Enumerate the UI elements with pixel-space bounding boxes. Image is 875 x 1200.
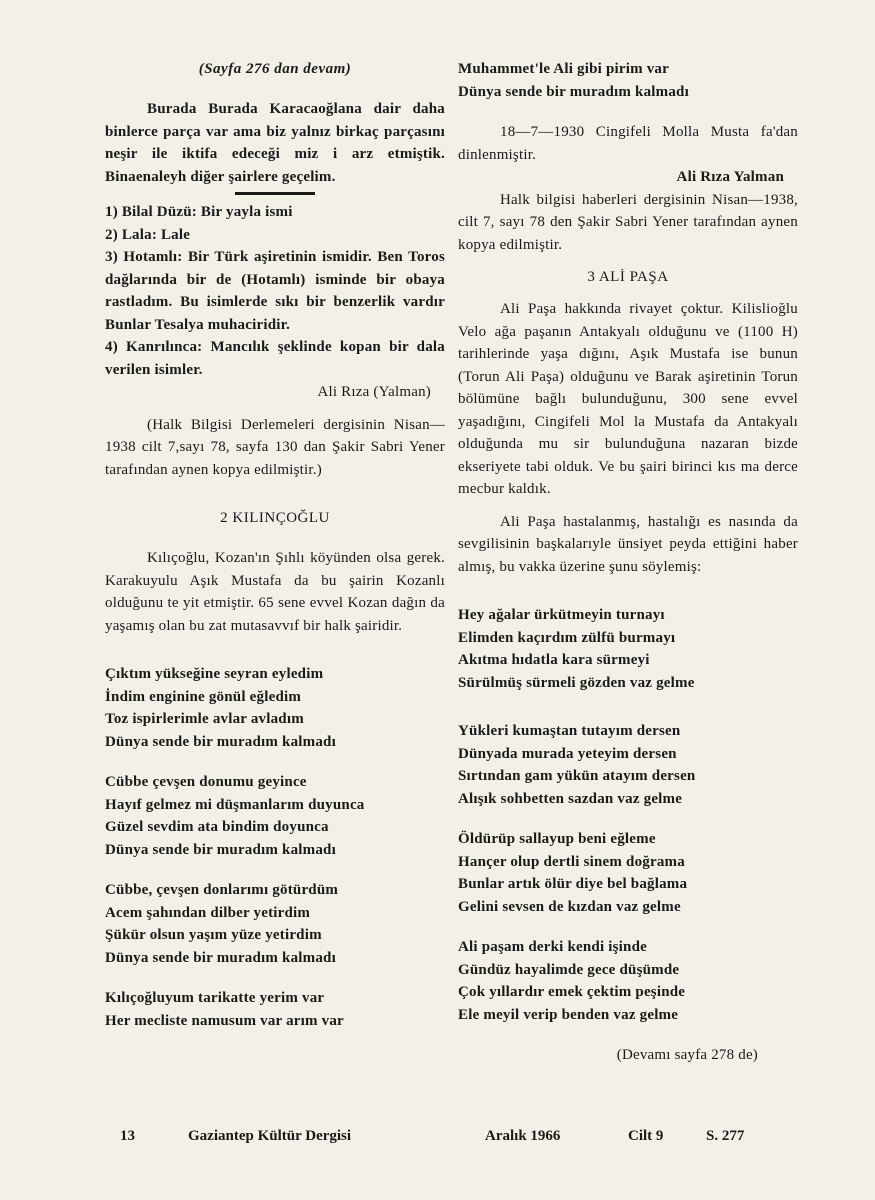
poem-stanza — [105, 879, 445, 969]
author-signature: Ali Rıza Yalman — [676, 169, 784, 185]
verse-line: Dünya sende bir muradım kalmadı — [105, 733, 336, 750]
verse-line: Acem şahından dilber yetirdim — [105, 904, 311, 921]
poem-stanza-end — [458, 58, 798, 103]
glossary-item: 3) Hotamlı: Bir Türk aşiretinin ismidir. Ben Toros dağlarında bir de (Hotamlı) isminde bir obaya rastladım. Bu isimlerde sıkı bir benzerlik vardır Bunlar Tesalya muhaciridir. — [105, 249, 445, 333]
verse-line: Kılıçoğluyum tarikatte yerim var — [105, 990, 325, 1006]
journal-name: Gaziantep Kültür Dergisi — [188, 1128, 352, 1144]
continued-to-note: (Devamı sayfa 278 de) — [616, 1047, 758, 1063]
verse-line: Güzel sevdim ata bindim doyunca — [105, 819, 329, 835]
verse-line: İndim enginine gönül eğledim — [105, 688, 302, 705]
section-paragraph: Kılıçoğlu, Kozan'ın Şıhlı köyünden olsa gerek. Karakuyulu Aşık Mustafa da bu şairin Kozanlı olduğunu te yit etmiştir. 65 sene evvel Kozan dağın da yaşamış olan bu zat mutasavvıf bir halk şairidir. — [105, 550, 445, 634]
verse-line: Ali paşam derki kendi işinde — [458, 939, 647, 955]
verse-line: Dünya sende bir muradım kalmadı — [105, 949, 336, 966]
glossary-item: 1) Bilal Düzü: Bir yayla ismi — [105, 204, 293, 220]
section-title-kilincoglu: 2 KILINÇOĞLU — [220, 510, 330, 526]
verse-line: Hayıf gelmez mi düşmanlarım duyunca — [105, 796, 365, 813]
verse-line: Muhammet'le Ali gibi pirim var — [458, 61, 669, 77]
verse-line: Dünya sende bir muradım kalmadı — [105, 841, 336, 858]
section-paragraph: Ali Paşa hastalanmış, hastalığı es nasında da sevgilisinin başkalarıyle ünsiyet peyda ettiğini haber almış, bu vakka üzerine şunu söylemiş: — [458, 513, 798, 575]
verse-line: Sırtından gam yükün atayım dersen — [458, 768, 696, 784]
poem-stanza — [105, 771, 445, 861]
verse-line: Öldürüp sallayup beni eğleme — [458, 831, 656, 847]
date-line: 18—7—1930 Cingifeli Molla Musta fa'dan dinlenmiştir. — [458, 124, 798, 163]
verse-line: Ele meyil verip benden vaz gelme — [458, 1006, 679, 1023]
section-paragraph: Ali Paşa hakkında rivayet çoktur. Kilislioğlu Velo ağa paşanın Antakyalı olduğunu ve (1100 H) tarihlerinde yaşa dığını, Aşık Mustafa ise bunun (Torun Ali Paşa) olduğunu ve Barak aşiretinin Torun bölümüne bağlı bulunduğunu, 300 sene evvel yaşadığını, Cingifeli Mol la Mustafa da Antakyalı olduğunda mu sir bulunduğuna nazaran bizde ekseriyete tabi olduk. Ve bu şairi birinci kıs ma derce mecbur kaldık. — [458, 301, 798, 497]
poem-stanza — [458, 604, 798, 694]
verse-line: Toz ispirlerimle avlar avladım — [105, 711, 304, 727]
verse-line: Dünya sende bir muradım kalmadı — [458, 83, 689, 100]
source-note: (Halk Bilgisi Derlemeleri dergisinin Nisan—1938 cilt 7,sayı 78, sayfa 130 dan Şakir Sabri Yener tarafından aynen kopya edilmiştir.) — [105, 416, 445, 478]
page-footer — [100, 1128, 760, 1152]
verse-line: Bunlar artık ölür diye bel bağlama — [458, 876, 688, 892]
intro-paragraph — [105, 98, 445, 188]
verse-line: Cübbe çevşen donumu geyince — [105, 774, 307, 790]
verse-line: Hey ağalar ürkütmeyin turnayı — [458, 607, 665, 623]
author-signature: Ali Rıza (Yalman) — [317, 384, 431, 400]
verse-line: Elimden kaçırdım zülfü burmayı — [458, 629, 676, 646]
verse-line: Her mecliste namusum var arım var — [105, 1012, 344, 1029]
left-column — [105, 58, 445, 1032]
glossary-item: 2) Lala: Lale — [105, 226, 191, 243]
verse-line: Alışık sohbetten sazdan vaz gelme — [458, 790, 683, 807]
verse-line: Akıtma hıdatla kara sürmeyi — [458, 652, 650, 668]
verse-line: Gelini sevsen de kızdan vaz gelme — [458, 898, 681, 915]
source-note: Halk bilgisi haberleri dergisinin Nisan—1938, cilt 7, sayı 78 den Şakir Sabri Yener tarafından aynen kopya edilmiştir. — [458, 191, 798, 253]
poem-stanza — [105, 987, 445, 1032]
glossary-list — [105, 201, 445, 381]
continued-from-note: (Sayfa 276 dan devam) — [198, 61, 352, 77]
poem-stanza — [105, 663, 445, 753]
page-number: 13 — [120, 1128, 135, 1144]
section-title-ali-pasa: 3 ALİ PAŞA — [587, 269, 669, 285]
poem-stanza — [458, 828, 798, 918]
poem-stanza — [458, 720, 798, 810]
issue-number: S. 277 — [706, 1128, 745, 1144]
verse-line: Sürülmüş sürmeli gözden vaz gelme — [458, 674, 695, 691]
intro-text: Burada Burada Karacaoğlana dair daha binlerce parça var ama biz yalnız birkaç parçasını neşir ile iktifa edeceği miz i arz etmiştik. Binaenaleyh diğer şairlere geçelim. — [105, 101, 445, 185]
issue-date: Aralık 1966 — [485, 1128, 561, 1144]
verse-line: Hançer olup dertli sinem doğrama — [458, 853, 685, 870]
right-column — [458, 58, 798, 1067]
verse-line: Gündüz hayalimde gece düşümde — [458, 961, 680, 978]
poem-stanza — [458, 936, 798, 1026]
verse-line: Cübbe, çevşen donlarımı götürdüm — [105, 882, 339, 898]
verse-line: Çok yıllardır emek çektim peşinde — [458, 984, 686, 1000]
divider-rule — [235, 192, 315, 195]
glossary-item: 4) Kanrılınca: Mancılık şeklinde kopan bir dala verilen isimler. — [105, 339, 445, 378]
verse-line: Dünyada murada yeteyim dersen — [458, 745, 677, 762]
verse-line: Yükleri kumaştan tutayım dersen — [458, 723, 681, 739]
verse-line: Şükür olsun yaşım yüze yetirdim — [105, 927, 322, 943]
volume-label: Cilt 9 — [628, 1128, 664, 1144]
verse-line: Çıktım yükseğine seyran eyledim — [105, 666, 324, 682]
